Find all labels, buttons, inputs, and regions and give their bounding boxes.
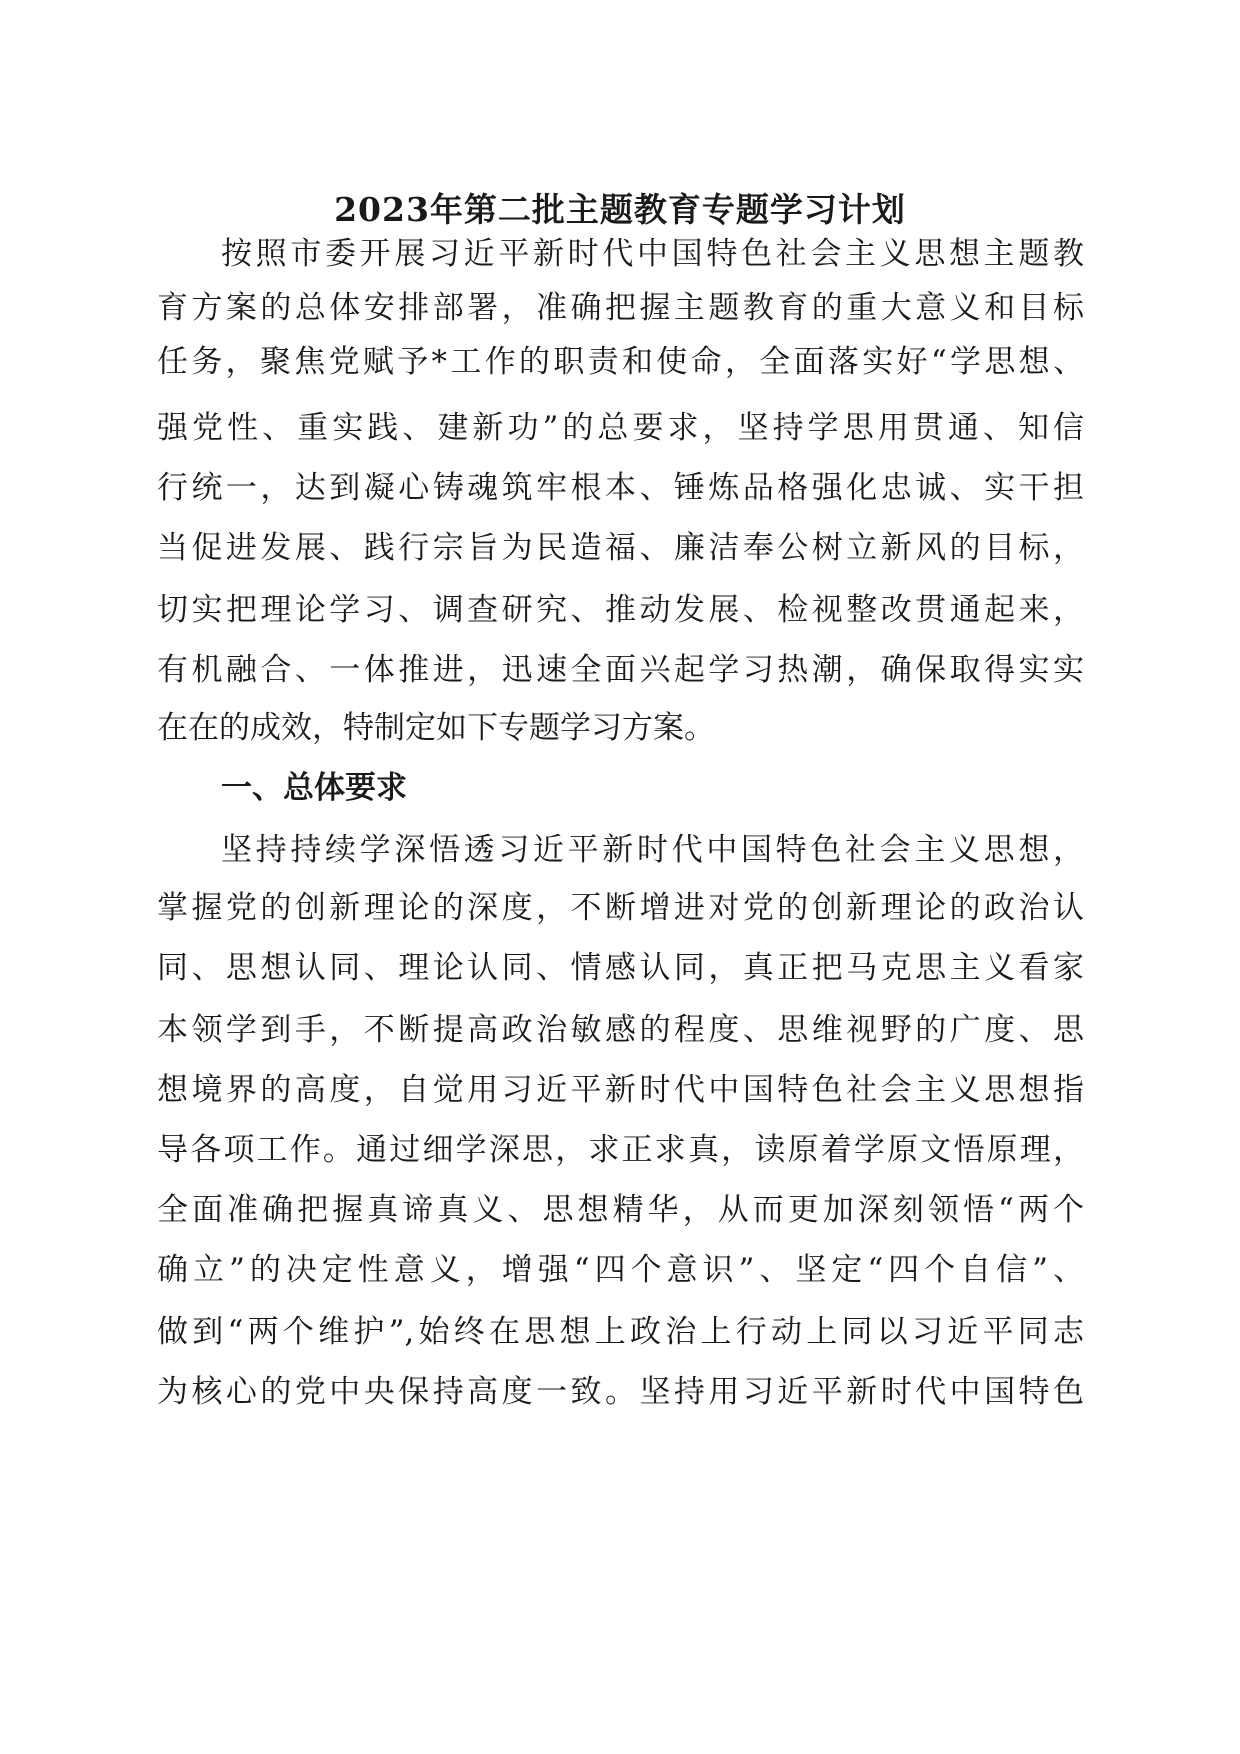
- paragraph-line: 确立”的决定性意义，增强“四个意识”、坚定“四个自信”、: [157, 1252, 1084, 1288]
- paragraph-line: 当促进发展、践行宗旨为民造福、廉洁奉公树立新风的目标，: [157, 530, 1084, 566]
- paragraph-line: 为核心的党中央保持高度一致。坚持用习近平新时代中国特色: [157, 1374, 1084, 1410]
- paragraph-line: 全面准确把握真谛真义、思想精华，从而更加深刻领悟“两个: [157, 1192, 1084, 1228]
- paragraph-line: 本领学到手，不断提高政治敏感的程度、思维视野的广度、思: [157, 1012, 1084, 1048]
- paragraph-line: 切实把理论学习、调查研究、推动发展、检视整改贯通起来，: [157, 592, 1084, 628]
- paragraph-line: 同、思想认同、理论认同、情感认同，真正把马克思主义看家: [157, 950, 1084, 986]
- section-heading: 一、总体要求: [221, 770, 407, 806]
- paragraph-line: 坚持持续学深悟透习近平新时代中国特色社会主义思想，: [221, 832, 1084, 868]
- paragraph-line: 有机融合、一体推进，迅速全面兴起学习热潮，确保取得实实: [157, 652, 1084, 688]
- document-title: 2023年第二批主题教育专题学习计划: [334, 190, 906, 229]
- paragraph-line: 导各项工作。通过细学深思，求正求真，读原着学原文悟原理，: [157, 1132, 1084, 1168]
- paragraph-line: 行统一，达到凝心铸魂筑牢根本、锤炼品格强化忠诚、实干担: [157, 470, 1084, 506]
- paragraph-line: 任务，聚焦党赋予*工作的职责和使命，全面落实好“学思想、: [157, 344, 1084, 380]
- paragraph-line: 掌握党的创新理论的深度，不断增进对党的创新理论的政治认: [157, 890, 1084, 926]
- paragraph-line: 在在的成效，特制定如下专题学习方案。: [157, 710, 715, 746]
- paragraph-line: 育方案的总体安排部署，准确把握主题教育的重大意义和目标: [157, 290, 1084, 326]
- paragraph-line: 想境界的高度，自觉用习近平新时代中国特色社会主义思想指: [157, 1072, 1084, 1108]
- paragraph-line: 按照市委开展习近平新时代中国特色社会主义思想主题教: [221, 236, 1084, 272]
- paragraph-line: 做到“两个维护”,始终在思想上政治上行动上同以习近平同志: [157, 1314, 1084, 1350]
- paragraph-line: 强党性、重实践、建新功”的总要求，坚持学思用贯通、知信: [157, 410, 1084, 446]
